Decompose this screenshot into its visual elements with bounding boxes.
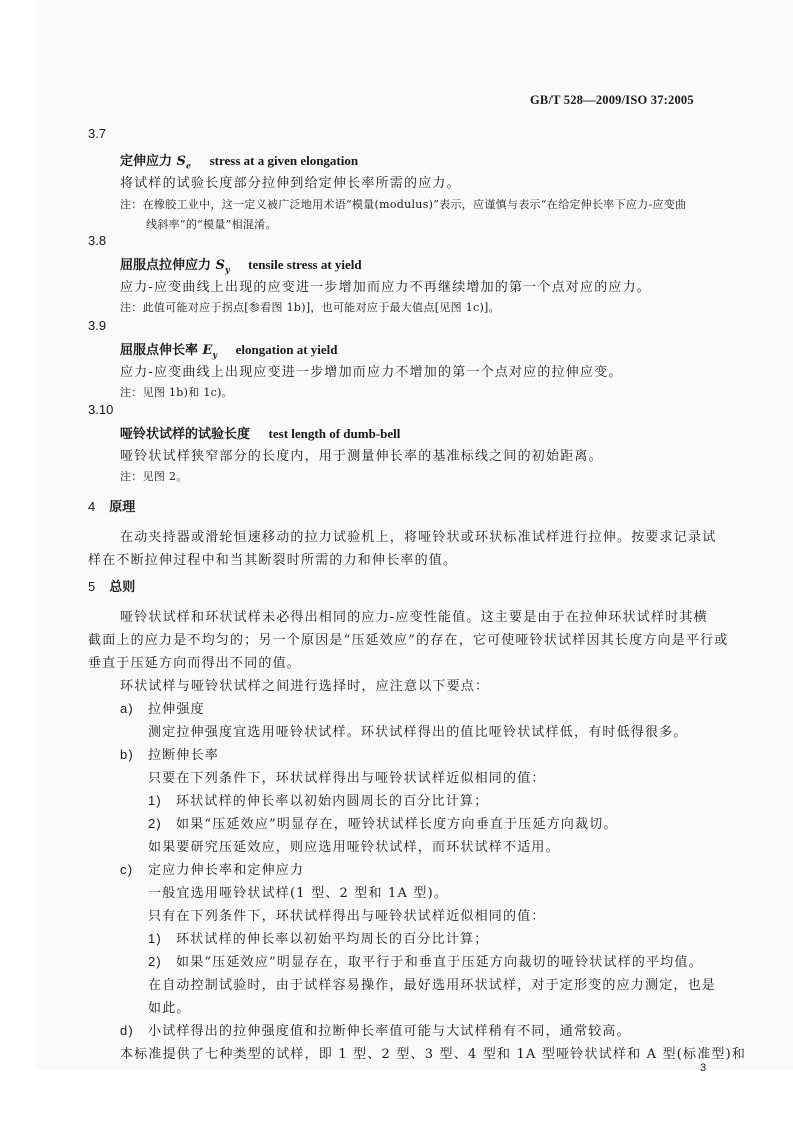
section-4-heading <box>88 496 135 515</box>
list-label: a) <box>120 701 134 716</box>
term-note-3-8: 注：此值可能对应于拐点[参看图 1b)]，也可能对应于最大值点[见图 1c)]。 <box>120 301 500 314</box>
list-title: 定应力伸长率和定伸应力 <box>148 863 305 878</box>
list-item-b-1 <box>148 790 488 809</box>
term-en: test length of dumb-bell <box>268 426 401 441</box>
list-text: 环状试样的伸长率以初始平均周长的百分比计算； <box>176 932 489 947</box>
term-en: elongation at yield <box>235 342 338 357</box>
list-item-c <box>120 859 304 878</box>
section-4-paragraph-line1: 在动夹持器或滑轮恒速移动的拉力试验机上，将哑铃状或环状标准试样进行拉伸。按要求记录试 <box>120 530 717 545</box>
list-label: d) <box>120 1023 134 1038</box>
list-text: 如果“压延效应”明显存在，哑铃状试样长度方向垂直于压延方向裁切。 <box>176 817 618 832</box>
list-label: 2) <box>148 954 162 969</box>
term-cn: 定伸应力 <box>120 154 173 169</box>
list-item-a <box>120 698 205 717</box>
list-title: 拉断伸长率 <box>148 748 220 763</box>
term-symbol: $S_y$ <box>215 258 230 275</box>
term-heading-3-8 <box>120 254 362 275</box>
term-en: tensile stress at yield <box>248 257 362 272</box>
section-number: 4 <box>88 499 96 514</box>
term-note-3-7-line2: 线斜率”的“模量”相混淆。 <box>146 218 277 231</box>
section-5-para1-line2: 截面上的应力是不均匀的；另一个原因是“压延效应”的存在，它可使哑铃状试样因其长度方向是平行或 <box>88 633 729 648</box>
term-definition-3-7: 将试样的试验长度部分拉伸到给定伸长率所需的应力。 <box>120 176 461 191</box>
term-heading-3-7 <box>120 150 358 171</box>
list-item-b-2 <box>148 813 618 832</box>
clause-number-3-8: 3.8 <box>88 233 107 248</box>
page-number: 3 <box>700 1062 707 1074</box>
list-label: 2) <box>148 816 162 831</box>
term-symbol: $E_y$ <box>202 343 218 360</box>
list-item-c-1 <box>148 928 488 947</box>
list-label: 1) <box>148 931 162 946</box>
section-4-paragraph-line2: 样在不断拉伸过程中和当其断裂时所需的力和伸长率的值。 <box>88 553 458 568</box>
list-label: b) <box>120 747 134 762</box>
section-5-para1-line1: 哑铃状试样和环状试样未必得出相同的应力-应变性能值。这主要是由于在拉伸环状试样时其横 <box>120 610 708 625</box>
term-cn: 屈服点伸长率 <box>120 343 199 358</box>
section-5-para1-line3: 垂直于压延方向而得出不同的值。 <box>88 656 302 671</box>
list-title: 拉伸强度 <box>148 702 205 717</box>
section-5-last-line: 本标准提供了七种类型的试样，即 1 型、2 型、3 型、4 型和 1A 型哑铃状试样和 A 型(标准型)和 <box>120 1047 747 1062</box>
term-definition-3-9: 应力-应变曲线上出现应变进一步增加而应力不增加的第一个点对应的拉伸应变。 <box>120 365 623 380</box>
term-definition-3-8: 应力-应变曲线上出现的应变进一步增加而应力不再继续增加的第一个点对应的应力。 <box>120 280 651 295</box>
section-title: 总则 <box>109 580 136 595</box>
term-cn: 哑铃状试样的试验长度 <box>120 427 251 442</box>
list-text: 如果“压延效应”明显存在，取平行于和垂直于压延方向裁切的哑铃状试样的平均值。 <box>176 955 703 970</box>
list-text: 小试样得出的拉伸强度值和拉断伸长率值可能与大试样稍有不同，通常较高。 <box>148 1024 631 1039</box>
term-heading-3-9 <box>120 339 338 360</box>
term-cn: 屈服点拉伸应力 <box>120 258 212 273</box>
term-note-3-7-line1: 注：在橡胶工业中，这一定义被广泛地用术语“模量(modulus)”表示，应谨慎与表示“在给定伸长率下应力-应变曲 <box>120 198 687 211</box>
list-text: 环状试样的伸长率以初始内圆周长的百分比计算； <box>176 794 489 809</box>
section-number: 5 <box>88 579 96 594</box>
term-definition-3-10: 哑铃状试样狭窄部分的长度内，用于测量伸长率的基准标线之间的初始距离。 <box>120 449 603 464</box>
term-note-3-10: 注：见图 2。 <box>120 470 188 483</box>
term-note-3-9: 注：见图 1b)和 1c)。 <box>120 386 233 399</box>
term-en: stress at a given elongation <box>209 153 359 168</box>
clause-number-3-10: 3.10 <box>88 402 114 417</box>
list-item-a-text: 测定拉伸强度宜选用哑铃状试样。环状试样得出的值比哑铃状试样低，有时低得很多。 <box>148 725 688 740</box>
list-label: 1) <box>148 793 162 808</box>
list-item-d <box>120 1020 631 1039</box>
list-label: c) <box>120 862 134 877</box>
list-item-c-after-line2: 如此。 <box>148 1001 191 1016</box>
list-item-b-text: 只要在下列条件下，环状试样得出与哑铃状试样近似相同的值： <box>148 771 546 786</box>
section-5-para2: 环状试样与哑铃状试样之间进行选择时，应注意以下要点： <box>120 679 490 694</box>
term-heading-3-10 <box>120 423 400 442</box>
list-item-c-2 <box>148 951 703 970</box>
clause-number-3-7: 3.7 <box>88 126 107 141</box>
list-item-b <box>120 744 219 763</box>
list-item-b-after: 如果要研究压延效应，则应选用哑铃状试样，而环状试样不适用。 <box>148 840 560 855</box>
list-item-c-text1: 一般宜选用哑铃状试样(1 型、2 型和 1A 型)。 <box>148 886 449 901</box>
list-item-c-after-line1: 在自动控制试验时，由于试样容易操作，最好选用环状试样，对于定形变的应力测定，也是 <box>148 978 717 993</box>
section-title: 原理 <box>109 500 136 515</box>
section-5-heading <box>88 576 135 595</box>
clause-number-3-9: 3.9 <box>88 318 107 333</box>
term-symbol: $S_e$ <box>176 154 192 171</box>
standard-code-header: GB/T 528—2009/ISO 37:2005 <box>530 93 694 107</box>
list-item-c-text2: 只有在下列条件下，环状试样得出与哑铃状试样近似相同的值： <box>148 909 546 924</box>
